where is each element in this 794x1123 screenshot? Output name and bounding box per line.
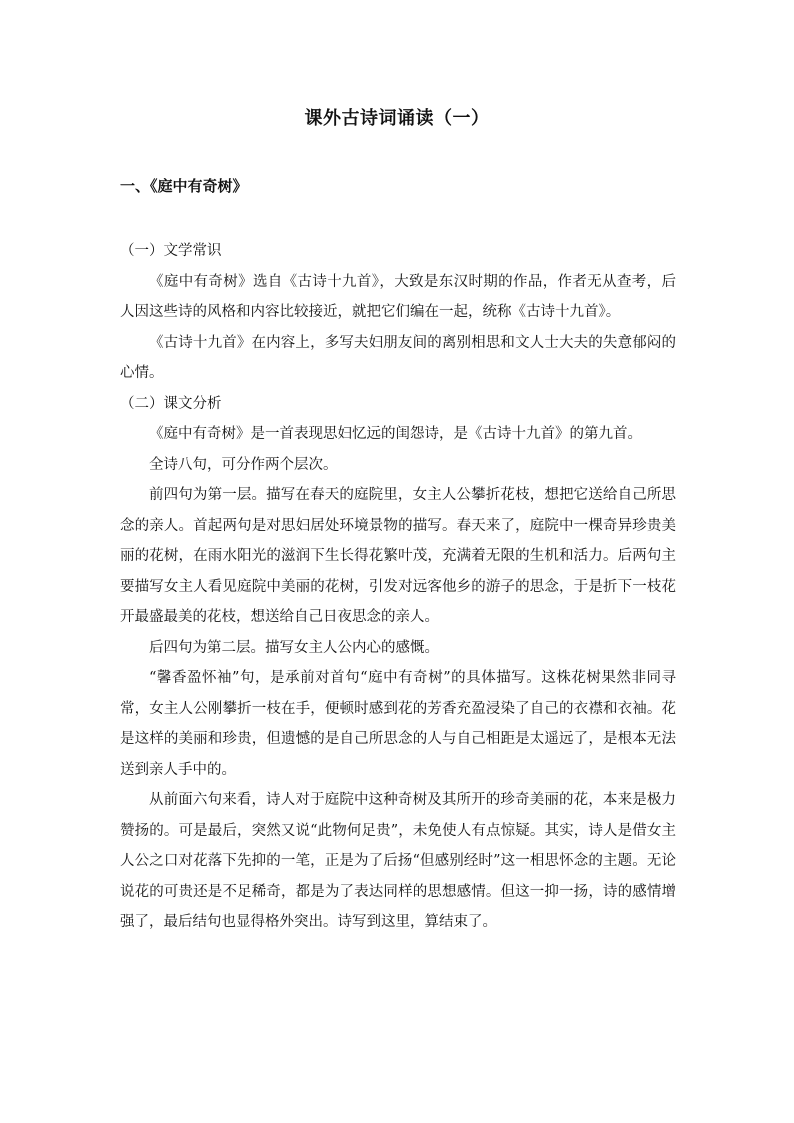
subheading-text-analysis: （二）课文分析 [120, 395, 222, 412]
section-body [120, 236, 676, 938]
paragraph: 《古诗十九首》在内容上，多写夫妇朋友间的离别相思和文人士大夫的失意郁闷的心情。 [120, 334, 676, 381]
paragraph: 后四句为第二层。描写女主人公内心的感慨。 [149, 639, 439, 656]
page-title: 课外古诗词诵读（一） [304, 108, 490, 129]
subheading-literary-knowledge: （一）文学常识 [120, 243, 222, 259]
paragraph: 《庭中有奇树》选自《古诗十九首》，大致是东汉时期的作品，作者无从查考，后人因这些诗的风格和内容比较接近，就把它们编在一起，统称《古诗十九首》。 [120, 273, 676, 320]
paragraph: 前四句为第一层。描写在春天的庭院里，女主人公攀折花枝，想把它送给自己所思念的亲人。首起两句是对思妇居处环境景物的描写。春天来了，庭院中一棵奇异珍贵美丽的花树，在雨水阳光的滋润下生长得花繁叶茂，充满着无限的生机和活力。后两句主要描写女主人看见庭院中美丽的花树，引发对远客他乡的游子的思念，于是折下一枝花开最盛最美的花枝，想送给自己日夜思念的亲人。 [120, 487, 676, 625]
paragraph: 《庭中有奇树》是一首表现思妇忆远的闺怨诗，是《古诗十九首》的第九首。 [149, 426, 642, 442]
section-heading: 一、《庭中有奇树》 [120, 177, 248, 195]
paragraph: 全诗八句，可分作两个层次。 [149, 456, 338, 473]
paragraph: 从前面六句来看，诗人对于庭院中这种奇树及其所开的珍奇美丽的花，本来是极力赞扬的。可是最后，突然又说“此物何足贵”，未免使人有点惊疑。其实，诗人是借女主人公之口对花落下先抑的一笔，正是为了后扬“但感别经时”这一相思怀念的主题。无论说花的可贵还是不足稀奇，都是为了表达同样的思想感情。但这一抑一扬，诗的感情增强了，最后结句也显得格外突出。诗写到这里，算结束了。 [120, 792, 676, 930]
paragraph: “馨香盈怀袖”句，是承前对首句“庭中有奇树”的具体描写。这株花树果然非同寻常，女主人公刚攀折一枝在手，便顿时感到花的芳香充盈浸染了自己的衣襟和衣袖。花是这样的美丽和珍贵，但遗憾的是自己所思念的人与自己相距是太遥远了，是根本无法送到亲人手中的。 [120, 670, 676, 778]
